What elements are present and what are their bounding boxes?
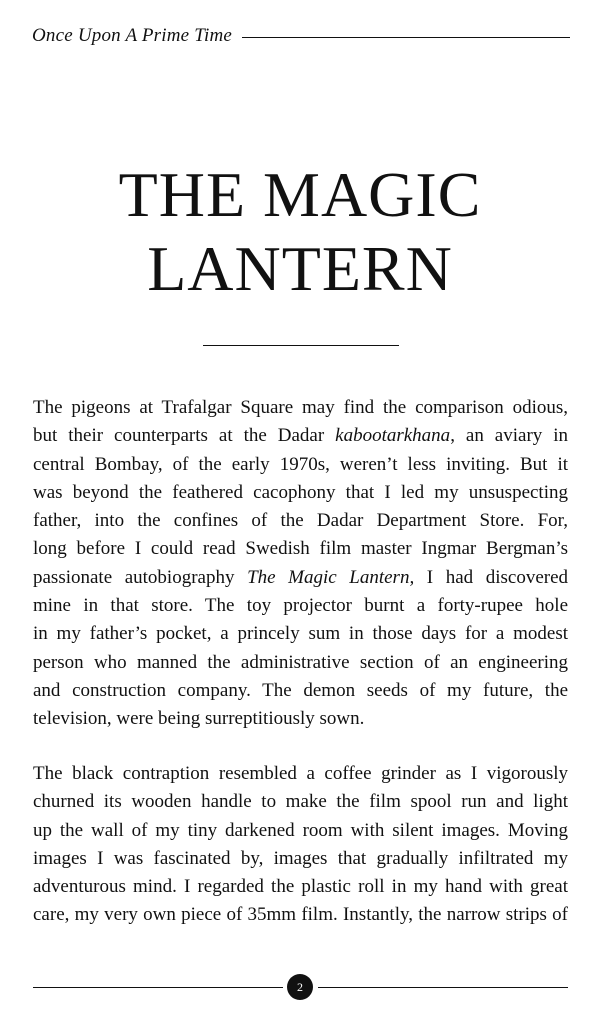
text-line: mine in that store. The toy projector burnt a forty-rupee hole xyxy=(33,595,568,617)
text-line: but their counterparts at the Dadar kabootarkhana, an aviary in xyxy=(33,425,569,447)
footer-rule-left xyxy=(33,987,283,988)
chapter-title xyxy=(0,158,600,306)
running-head xyxy=(32,22,570,50)
text-line: adventurous mind. I regarded the plastic roll in my hand with great xyxy=(33,876,568,898)
chapter-title-line-1: THE MAGIC xyxy=(118,159,482,230)
text-line: The pigeons at Trafalgar Square may find the comparison odious, xyxy=(33,397,568,418)
text-line: television, were being surreptitiously sown. xyxy=(33,708,365,730)
text-line: father, into the confines of the Dadar Department Store. For, xyxy=(33,510,568,532)
book-title: Once Upon A Prime Time xyxy=(32,25,233,46)
paragraph-1 xyxy=(33,394,568,734)
text-line: passionate autobiography The Magic Lantern, I had discovered xyxy=(33,566,569,588)
page-number: 2 xyxy=(287,974,313,1000)
footer-rule-right xyxy=(318,987,568,988)
text-line: care, my very own piece of 35mm film. Instantly, the narrow strips of xyxy=(33,904,568,926)
paragraph-2 xyxy=(33,760,568,930)
text-line: The black contraption resembled a coffee grinder as I vigorously xyxy=(33,763,568,784)
title-divider xyxy=(203,345,399,346)
text-line: images I was fascinated by, images that gradually infiltrated my xyxy=(33,847,568,869)
text-line: in my father’s pocket, a princely sum in those days for a modest xyxy=(33,623,568,645)
text-line: long before I could read Swedish film master Ingmar Bergman’s xyxy=(33,538,568,560)
header-rule xyxy=(242,37,570,38)
text-line: churned its wooden handle to make the film spool run and light xyxy=(33,791,568,813)
text-line: was beyond the feathered cacophony that I led my unsuspecting xyxy=(33,481,568,503)
text-line: person who manned the administrative section of an engineering xyxy=(33,651,568,673)
text-line: up the wall of my tiny darkened room with silent images. Moving xyxy=(33,819,568,841)
text-line: central Bombay, of the early 1970s, weren’t less inviting. But it xyxy=(33,453,568,475)
italic-book-title: The Magic Lantern, xyxy=(247,566,415,588)
text-line: and construction company. The demon seeds of my future, the xyxy=(33,679,568,701)
chapter-title-line-2: LANTERN xyxy=(147,233,453,304)
italic-term: kabootarkhana xyxy=(335,425,451,447)
